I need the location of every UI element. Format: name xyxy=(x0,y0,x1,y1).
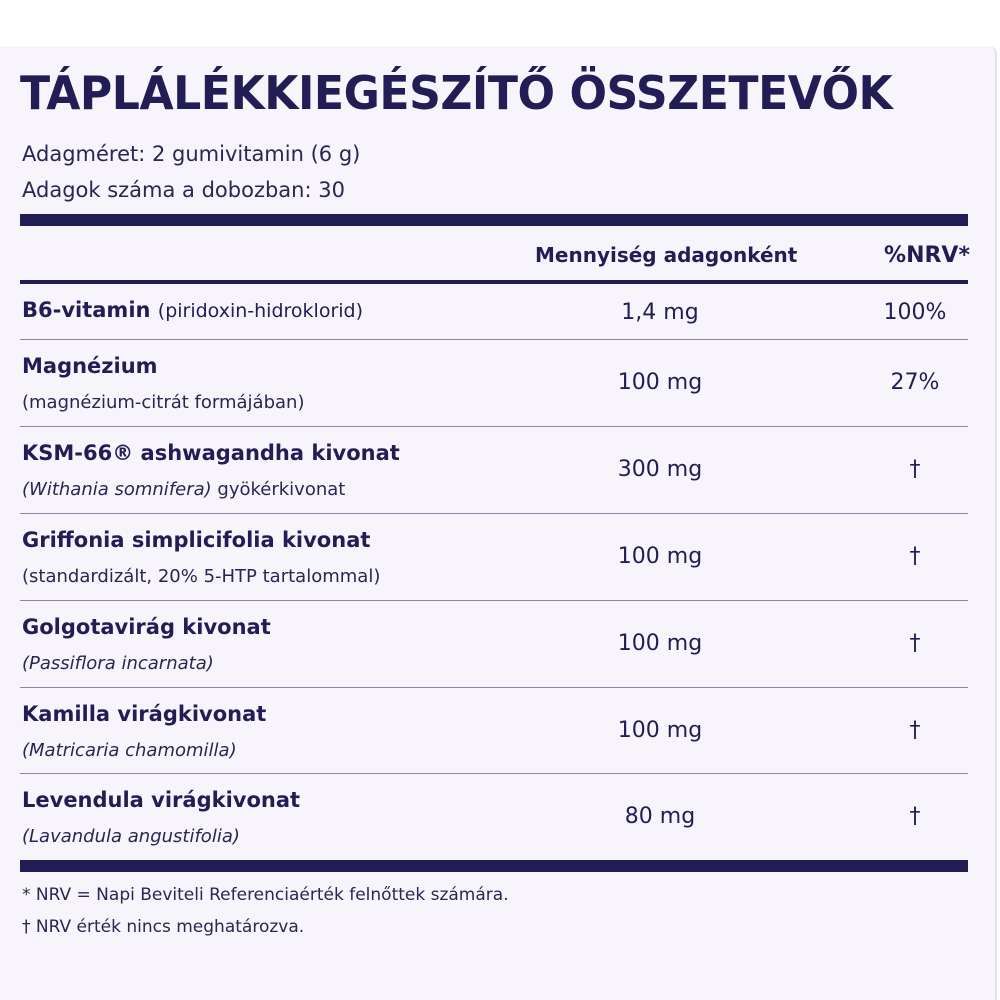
ingredient-nrv: † xyxy=(909,804,921,829)
ingredient-nrv: † xyxy=(909,718,921,743)
ingredient-amount: 1,4 mg xyxy=(621,300,699,325)
ingredient-name: Griffonia simplicifolia kivonat xyxy=(22,528,371,552)
ingredient-name: B6-vitamin xyxy=(22,298,151,322)
ingredient-nrv: † xyxy=(909,457,921,482)
page-title: TÁPLÁLÉKKIEGÉSZÍTŐ ÖSSZETEVŐK xyxy=(20,66,893,120)
row-divider xyxy=(20,426,968,427)
column-header-nrv: %NRV* xyxy=(884,243,970,268)
ingredient-amount: 100 mg xyxy=(617,370,703,395)
row-divider xyxy=(20,513,968,514)
ingredient-detail: (standardizált, 20% 5-HTP tartalommal) xyxy=(22,566,381,587)
row-divider xyxy=(20,687,968,688)
header-divider xyxy=(20,280,968,284)
ingredient-detail: (Matricaria chamomilla) xyxy=(22,740,237,761)
bottom-divider xyxy=(20,860,968,872)
ingredient-nrv: 27% xyxy=(890,370,940,395)
ingredient-amount: 100 mg xyxy=(617,631,703,656)
ingredient-nrv: 100% xyxy=(883,300,947,325)
ingredient-detail: (piridoxin-hidroklorid) xyxy=(157,300,364,322)
ingredient-name: Golgotavirág kivonat xyxy=(22,615,271,639)
serving-size: Adagméret: 2 gumivitamin (6 g) xyxy=(22,142,361,166)
row-divider xyxy=(20,339,968,340)
ingredient-detail: (Withania somnifera) gyökérkivonat xyxy=(22,479,346,500)
ingredient-amount: 300 mg xyxy=(617,457,703,482)
ingredient-nrv: † xyxy=(909,544,921,569)
footnote-nrv-definition: * NRV = Napi Beviteli Referenciaérték felnőttek számára. xyxy=(22,885,509,905)
ingredient-name: Magnézium xyxy=(22,354,158,378)
ingredient-amount: 100 mg xyxy=(617,544,703,569)
ingredient-name: Levendula virágkivonat xyxy=(22,788,301,812)
ingredient-detail: (magnézium-citrát formájában) xyxy=(22,392,305,413)
ingredient-name: KSM-66® ashwagandha kivonat xyxy=(22,441,400,465)
ingredient-detail: (Lavandula angustifolia) xyxy=(22,826,240,847)
ingredient-name: Kamilla virágkivonat xyxy=(22,702,267,726)
top-divider xyxy=(20,214,968,226)
footnote-nrv-not-established: † NRV érték nincs meghatározva. xyxy=(22,917,305,937)
servings-per-container: Adagok száma a dobozban: 30 xyxy=(22,178,345,202)
row-divider xyxy=(20,773,968,774)
column-header-amount: Mennyiség adagonként xyxy=(535,243,798,267)
ingredient-amount: 100 mg xyxy=(617,718,703,743)
ingredient-amount: 80 mg xyxy=(624,804,696,829)
ingredient-nrv: † xyxy=(909,631,921,656)
row-divider xyxy=(20,600,968,601)
ingredient-detail: (Passiflora incarnata) xyxy=(22,653,214,674)
